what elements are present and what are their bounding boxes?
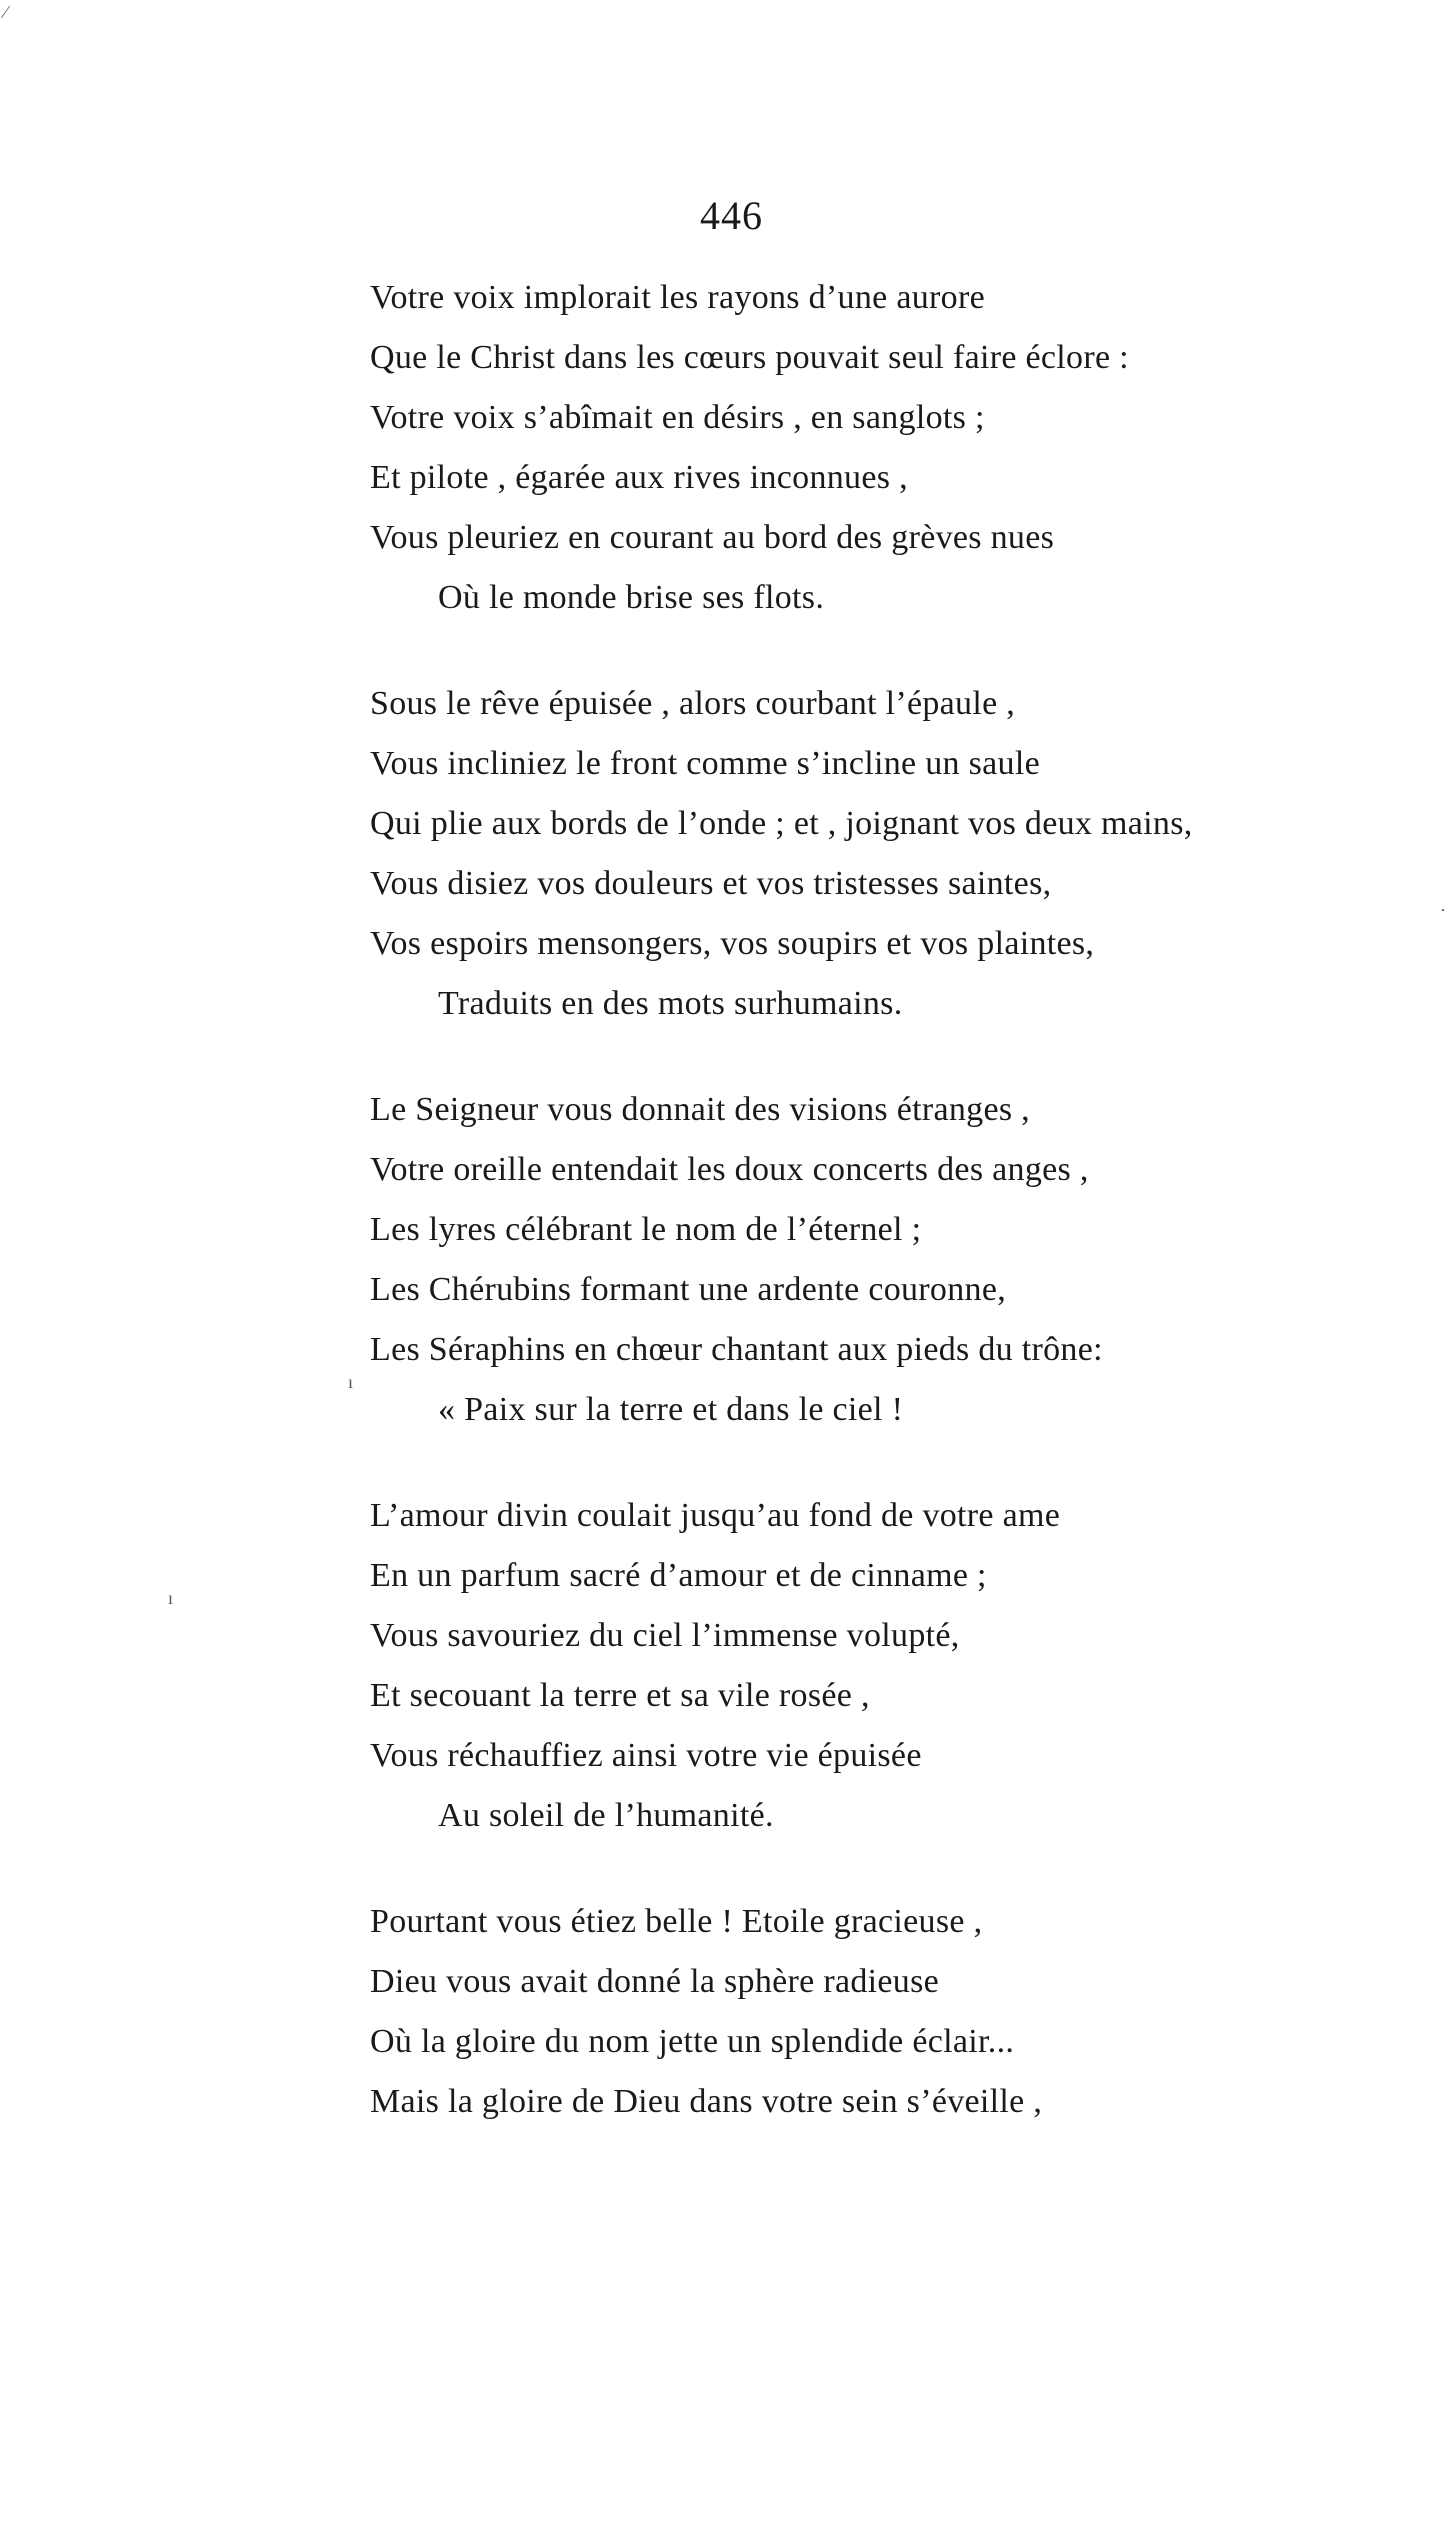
stanza [370,1080,1410,1440]
verse-line: Votre voix implorait les rayons d’une aurore [370,279,985,316]
verse-line: Vous réchauffiez ainsi votre vie épuisée [370,1737,922,1774]
verse-line: Votre voix s’abîmait en désirs , en sanglots ; [370,399,985,436]
verse-line: Vous disiez vos douleurs et vos tristesses saintes, [370,865,1052,902]
verse-line-indented: Où le monde brise ses flots. [438,579,825,616]
verse-line: Que le Christ dans les cœurs pouvait seul faire éclore : [370,339,1129,376]
verse-line: Vous pleuriez en courant au bord des grèves nues [370,519,1055,556]
verse-line: Les lyres célébrant le nom de l’éternel ; [370,1211,922,1248]
scan-speck: ı [348,1372,354,1392]
verse-line: Les Chérubins formant une ardente couronne, [370,1271,1007,1308]
verse-line: Vous incliniez le front comme s’incline un saule [370,745,1040,782]
verse-line: Vous savouriez du ciel l’immense volupté, [370,1617,960,1654]
scan-speck: · [1440,900,1446,920]
verse-line: En un parfum sacré d’amour et de cinname ; [370,1557,987,1594]
poem-body [370,268,1410,2178]
verse-line: Vos espoirs mensongers, vos soupirs et vos plaintes, [370,925,1095,962]
verse-line-indented: « Paix sur la terre et dans le ciel ! [438,1391,904,1428]
verse-line: Et secouant la terre et sa vile rosée , [370,1677,870,1714]
scan-speck: ı [168,1588,174,1608]
verse-line: Et pilote , égarée aux rives inconnues , [370,459,908,496]
verse-line-indented: Au soleil de l’humanité. [438,1797,774,1834]
scan-speck: ⁄ [4,2,8,22]
verse-line: Le Seigneur vous donnait des visions étranges , [370,1091,1030,1128]
verse-line: Votre oreille entendait les doux concerts des anges , [370,1151,1089,1188]
verse-line: Dieu vous avait donné la sphère radieuse [370,1963,940,2000]
verse-line: Où la gloire du nom jette un splendide éclair... [370,2023,1015,2060]
verse-line: Les Séraphins en chœur chantant aux pieds du trône: [370,1331,1103,1368]
verse-line: Pourtant vous étiez belle ! Etoile gracieuse , [370,1903,983,1940]
verse-line-indented: Traduits en des mots surhumains. [438,985,903,1022]
stanza [370,268,1410,628]
stanza [370,1486,1410,1846]
stanza [370,674,1410,1034]
verse-line: Mais la gloire de Dieu dans votre sein s’éveille , [370,2083,1043,2120]
page-number: 446 [700,193,763,238]
verse-line: L’amour divin coulait jusqu’au fond de votre ame [370,1497,1061,1534]
verse-line: Qui plie aux bords de l’onde ; et , joignant vos deux mains, [370,805,1193,842]
verse-line: Sous le rêve épuisée , alors courbant l’épaule , [370,685,1016,722]
stanza [370,1892,1410,2132]
